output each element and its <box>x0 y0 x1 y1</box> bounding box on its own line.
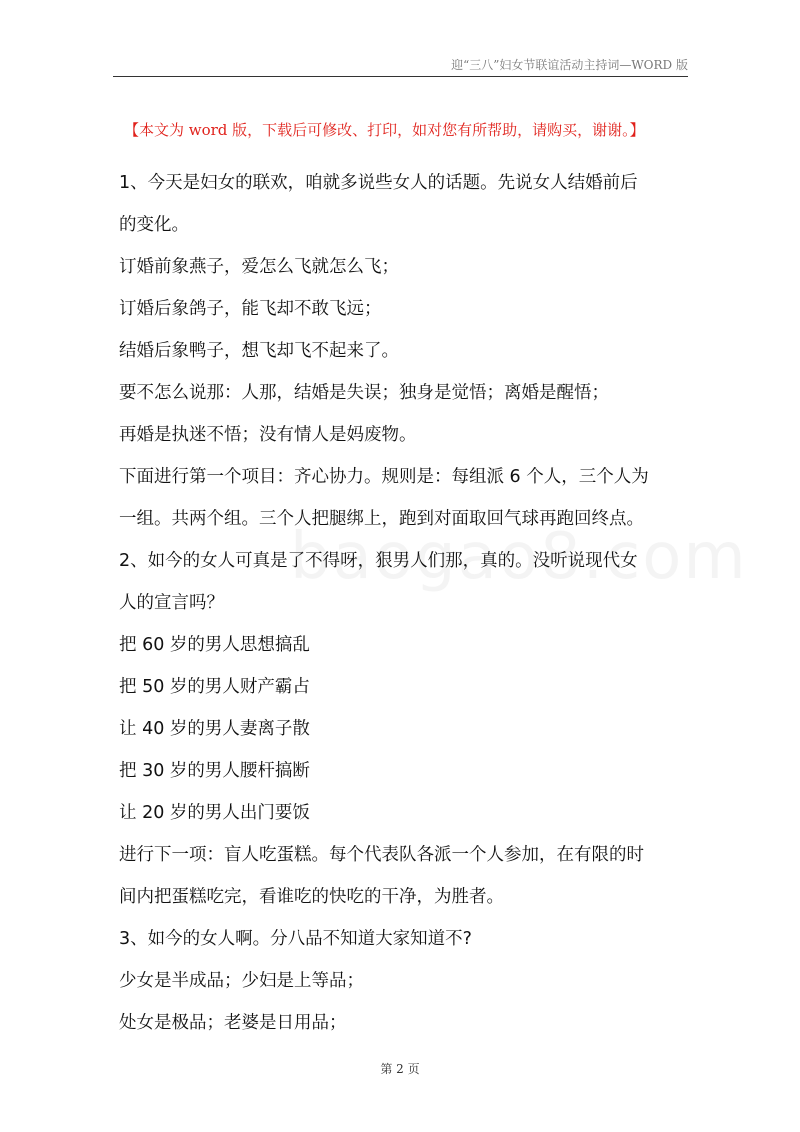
paragraph: 间内把蛋糕吃完，看谁吃的快吃的干净，为胜者。 <box>119 887 504 907</box>
paragraph: 再婚是执迷不悟；没有情人是妈废物。 <box>119 425 417 445</box>
document-body <box>119 162 685 1044</box>
paragraph: 1、今天是妇女的联欢，咱就多说些女人的话题。先说女人结婚前后 <box>119 173 638 193</box>
paragraph: 让 20 岁的男人出门要饭 <box>119 803 310 823</box>
paragraph: 把 50 岁的男人财产霸占 <box>119 677 310 697</box>
paragraph: 要不怎么说那：人那，结婚是失误；独身是觉悟；离婚是醒悟； <box>119 383 609 403</box>
paragraph: 下面进行第一个项目：齐心协力。规则是：每组派 6 个人，三个人为 <box>119 467 649 487</box>
paragraph: 把 60 岁的男人思想搞乱 <box>119 635 310 655</box>
paragraph: 一组。共两个组。三个人把腿绑上，跑到对面取回气球再跑回终点。 <box>119 509 644 529</box>
paragraph: 3、如今的女人啊。分八品不知道大家知道不? <box>119 929 472 949</box>
paragraph: 进行下一项：盲人吃蛋糕。每个代表队各派一个人参加，在有限的时 <box>119 845 644 865</box>
paragraph: 少女是半成品；少妇是上等品； <box>119 971 364 991</box>
header-divider <box>113 76 688 77</box>
paragraph: 把 30 岁的男人腰杆搞断 <box>119 761 310 781</box>
document-header-title: 迎“三八”妇女节联谊活动主持词—WORD 版 <box>451 58 688 72</box>
paragraph: 订婚前象燕子，爱怎么飞就怎么飞； <box>119 257 399 277</box>
paragraph: 2、如今的女人可真是了不得呀，狠男人们那，真的。没听说现代女 <box>119 551 638 571</box>
paragraph: 人的宣言吗？ <box>119 593 224 613</box>
paragraph: 让 40 岁的男人妻离子散 <box>119 719 310 739</box>
paragraph: 的变化。 <box>119 215 189 235</box>
purchase-notice: 【本文为 word 版，下载后可修改、打印，如对您有所帮助，请购买，谢谢。】 <box>124 121 645 139</box>
paragraph: 结婚后象鸭子，想飞却飞不起来了。 <box>119 341 399 361</box>
paragraph: 处女是极品；老婆是日用品； <box>119 1013 347 1033</box>
page-number: 第 2 页 <box>380 1062 420 1076</box>
paragraph: 订婚后象鸽子，能飞却不敢飞远； <box>119 299 382 319</box>
